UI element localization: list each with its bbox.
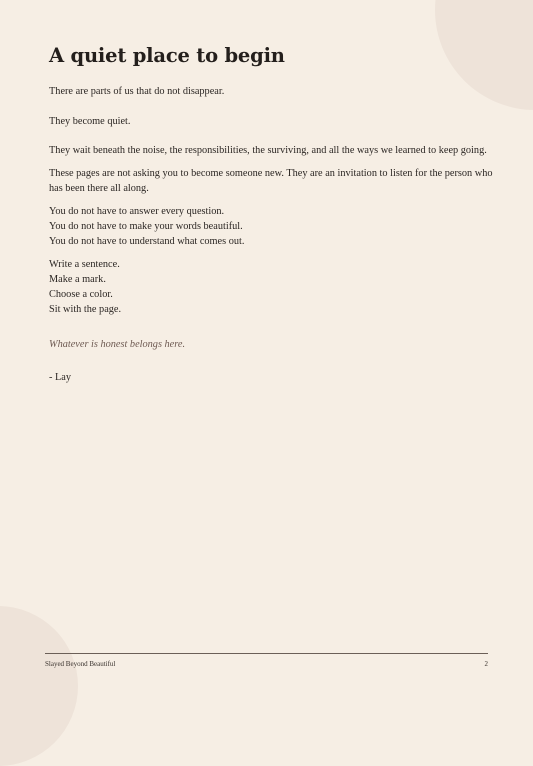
permissions-block bbox=[49, 204, 494, 249]
footer-divider bbox=[45, 653, 488, 654]
permission-line: You do not have to answer every question. bbox=[49, 206, 225, 217]
permission-line: You do not have to make your words beautiful. bbox=[49, 221, 243, 232]
action-line: Make a mark. bbox=[49, 274, 106, 285]
paragraph-intro: There are parts of us that do not disappear. bbox=[49, 86, 225, 97]
action-line: Write a sentence. bbox=[49, 259, 120, 270]
footer-page-number: 2 bbox=[484, 660, 488, 668]
actions-block bbox=[49, 257, 494, 317]
footer-publication: Slayed Beyond Beautiful bbox=[45, 660, 116, 668]
closing-line: Whatever is honest belongs here. bbox=[49, 339, 186, 350]
page-content bbox=[49, 42, 494, 385]
action-line: Sit with the page. bbox=[49, 304, 122, 315]
paragraph-quiet: They become quiet. bbox=[49, 116, 131, 127]
decorative-circle-bottom bbox=[0, 606, 78, 766]
permission-line: You do not have to understand what comes out. bbox=[49, 236, 245, 247]
page-title: A quiet place to begin bbox=[49, 44, 285, 67]
signature: - Lay bbox=[49, 372, 72, 383]
paragraph-invitation: These pages are not asking you to become someone new. They are an invitation to listen for the person who has been there all along. bbox=[49, 168, 493, 194]
paragraph-wait: They wait beneath the noise, the responsibilities, the surviving, and all the ways we learned to keep going. bbox=[49, 145, 487, 156]
action-line: Choose a color. bbox=[49, 289, 113, 300]
